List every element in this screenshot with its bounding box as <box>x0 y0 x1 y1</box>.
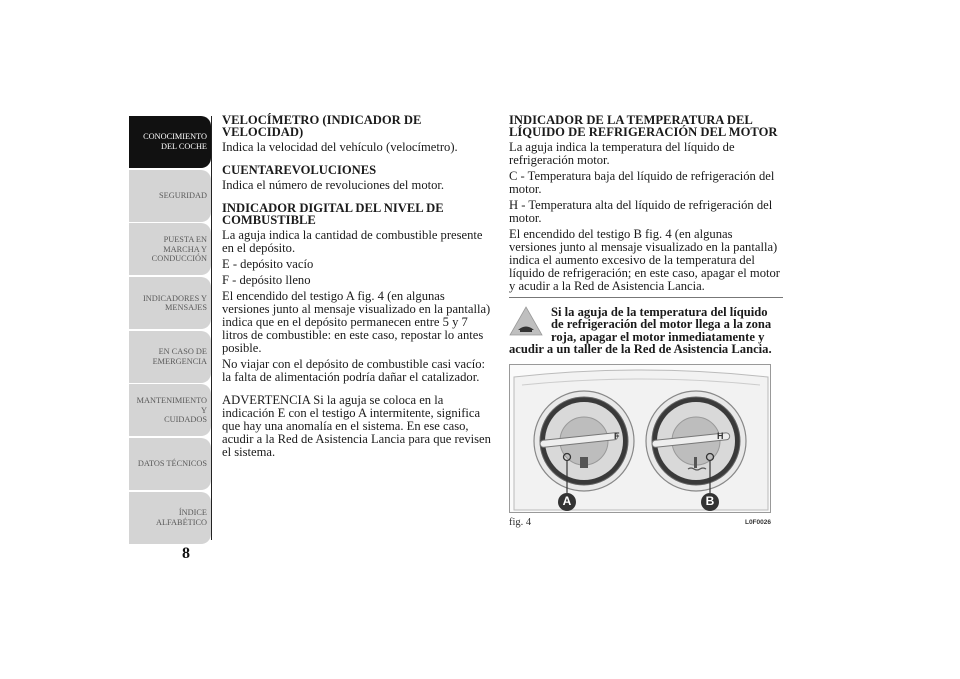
figure-code: L0F0026 <box>744 518 771 526</box>
fuel-text: La aguja indica la cantidad de combustible presente en el depósito. <box>222 228 483 255</box>
temp-gauge-h-label: H <box>717 430 724 441</box>
tab-label: INDICADORES Y MENSAJES <box>143 293 207 313</box>
fuel-advice-text: No viajar con el depósito de combustible casi vacío: la falta de alimentación podría dañar el catalizador. <box>222 357 485 384</box>
fuel-gauge-f-label: F <box>614 430 620 441</box>
tab-label: PUESTA EN MARCHA Y CONDUCCIÓN <box>151 235 207 264</box>
figure-caption <box>509 516 771 529</box>
warning-box <box>509 297 783 356</box>
speedometer-text: Indica la velocidad del vehículo (velocímetro). <box>222 140 458 154</box>
fuel-warning-text: El encendido del testigo A fig. 4 (en algunas versiones junto al mensaje visualizado en la pantalla) indica que en el depósito permanecen entre 5 y 7 litros de combustible: en este caso, repostar lo antes posible. <box>222 289 491 355</box>
temperature-warning-text: El encendido del testigo B fig. 4 (en algunas versiones junto al mensaje visualizado en la pantalla) indica el aumento excesivo de la temperatura del líquido de refrigeración; en este caso, apagar el motor y acudir a la Red de Asistencia Lancia. <box>509 227 780 293</box>
tab-label: MANTENIMIENTO Y CUIDADOS <box>136 396 207 425</box>
tab-seguridad[interactable] <box>129 170 211 222</box>
advertencia-text: ADVERTENCIA Si la aguja se coloca en la indicación E con el testigo A intermitente, significa que hay una anomalía en el sistema. En ese caso, acudir a la Red de Asistencia Lancia para que revisen el sistema. <box>222 393 491 459</box>
gauges-figure <box>509 364 771 513</box>
tachometer-text: Indica el número de revoluciones del motor. <box>222 178 445 192</box>
tab-label: ÍNDICE ALFABÉTICO <box>155 508 207 527</box>
temperature-heading: INDICADOR DE LA TEMPERATURA DEL LÍQUIDO DE REFRIGERACIÓN DEL MOTOR <box>509 113 778 139</box>
warning-triangle-icon <box>509 306 543 336</box>
tab-indicadores-y-mensajes[interactable] <box>129 277 211 329</box>
temperature-h-text: H - Temperatura alta del líquido de refrigeración del motor. <box>509 198 773 225</box>
sidebar-divider <box>211 116 212 540</box>
label-b-badge: B <box>705 493 715 508</box>
tab-datos-tecnicos[interactable] <box>129 438 211 490</box>
speedometer-heading: VELOCÍMETRO (INDICADOR DE VELOCIDAD) <box>222 113 422 139</box>
tab-indice-alfabetico[interactable] <box>129 492 211 544</box>
temperature-text: La aguja indica la temperatura del líquido de refrigeración motor. <box>509 140 735 167</box>
tab-mantenimiento-y-cuidados[interactable] <box>129 384 211 436</box>
tab-puesta-en-marcha[interactable] <box>129 223 211 275</box>
temperature-c-text: C - Temperatura baja del líquido de refrigeración del motor. <box>509 169 775 196</box>
gauges-illustration <box>510 365 771 513</box>
right-column <box>509 114 783 529</box>
label-a-badge: A <box>562 493 572 508</box>
left-column <box>222 114 494 462</box>
page-number: 8 <box>182 545 190 562</box>
figure-number: fig. 4 <box>509 516 532 528</box>
warning-text: Si la aguja de la temperatura del líquido de refrigeración del motor llega a la zona roja, apagar el motor inmediatamente y acudir a un taller de la Red de Asistencia Lancia. <box>509 305 772 357</box>
tab-en-caso-de-emergencia[interactable] <box>129 331 211 383</box>
tab-label: DATOS TÉCNICOS <box>137 459 207 469</box>
chapter-tabs <box>129 116 211 546</box>
fuel-heading: INDICADOR DIGITAL DEL NIVEL DE COMBUSTIBLE <box>222 201 444 227</box>
tachometer-heading: CUENTAREVOLUCIONES <box>222 163 377 177</box>
fuel-e-text: E - depósito vacío <box>222 257 314 271</box>
tab-conocimiento-del-coche[interactable] <box>129 116 211 168</box>
fuel-f-text: F - depósito lleno <box>222 273 311 287</box>
tab-label: SEGURIDAD <box>159 190 207 200</box>
tab-label: EN CASO DE EMERGENCIA <box>152 347 207 366</box>
tab-label: CONOCIMIENTO DEL COCHE <box>143 132 207 151</box>
